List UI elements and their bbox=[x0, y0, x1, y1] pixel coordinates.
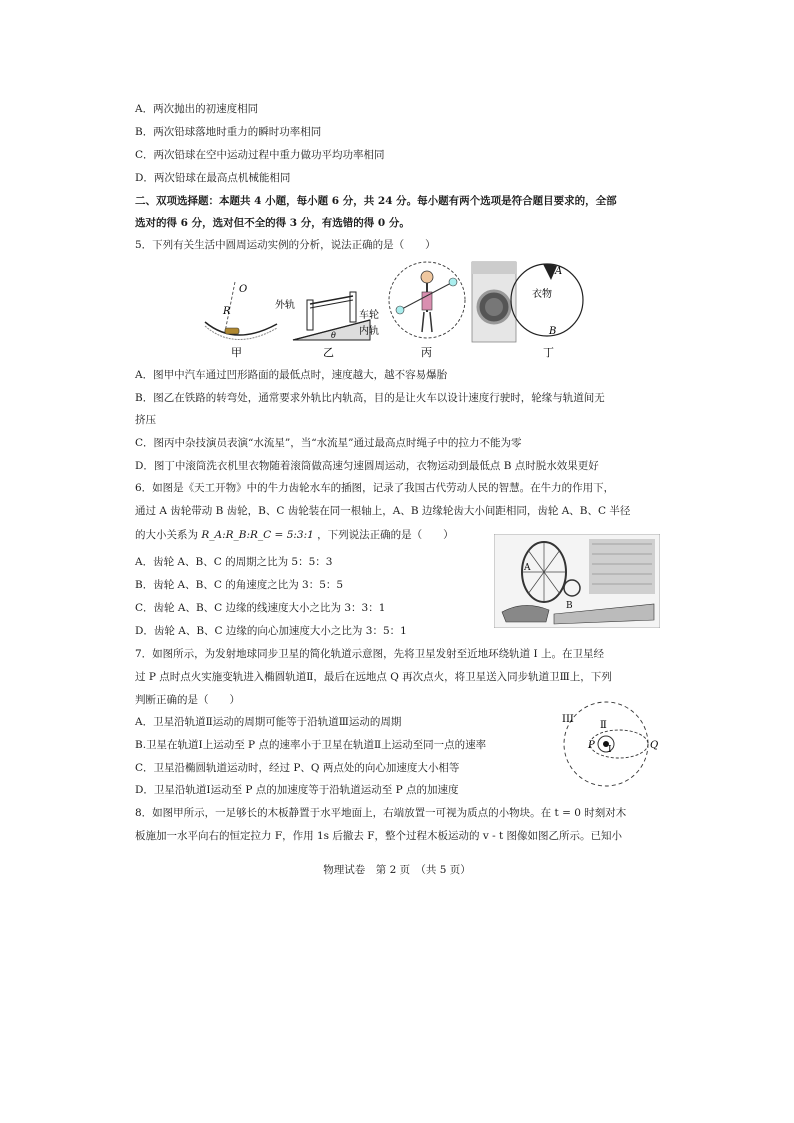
q8-stem-line2: 板施加一水平向右的恒定拉力 F，作用 1s 后撤去 F，整个过程木板运动的 v - t 图像如图乙所示。已知小 bbox=[135, 830, 623, 842]
label-gear-a: A bbox=[524, 563, 531, 573]
q5-option-b-cont: 挤压 bbox=[135, 414, 156, 426]
q6-radius-ratio: R_A:R_B:R_C = 5:3:1 bbox=[201, 529, 314, 541]
figure-yi bbox=[275, 292, 379, 359]
label-orbit-i: I bbox=[608, 745, 612, 755]
label-o: O bbox=[239, 284, 248, 295]
q5-option-a: A．图甲中汽车通过凹形路面的最低点时，速度越大，越不容易爆胎 bbox=[135, 369, 448, 381]
q4-option-c: C．两次铅球在空中运动过程中重力做功平均功率相同 bbox=[135, 149, 385, 161]
q7-stem-line2: 过 P 点时点火实施变轨进入椭圆轨道Ⅱ，最后在远地点 Q 再次点火，将卫星送入同步轨道卫Ⅲ上，下列 bbox=[135, 671, 612, 683]
q6-option-c: C．齿轮 A、B、C 边缘的线速度大小之比为 3：3：1 bbox=[135, 602, 386, 614]
q7-option-c: C．卫星沿椭圆轨道运动时，经过 P、Q 两点处的向心加速度大小相等 bbox=[135, 762, 460, 774]
q5-stem: 5．下列有关生活中圆周运动实例的分析，说法正确的是（ ） bbox=[135, 239, 436, 251]
label-orbit-ii: Ⅱ bbox=[600, 720, 607, 731]
q6-option-d: D．齿轮 A、B、C 边缘的向心加速度大小之比为 3：5：1 bbox=[135, 625, 407, 637]
label-outer-rail: 外轨 bbox=[275, 300, 295, 311]
q6-option-a: A．齿轮 A、B、C 的周期之比为 5：5：3 bbox=[135, 556, 333, 568]
q7-stem-line1: 7．如图所示，为发射地球同步卫星的简化轨道示意图，先将卫星发射至近地环绕轨道 I 上。在卫星经 bbox=[135, 648, 605, 660]
label-jia: 甲 bbox=[231, 346, 242, 359]
q6-stem-line3-post: ，下列说法正确的是（ ） bbox=[317, 529, 454, 541]
q5-figures bbox=[195, 252, 595, 362]
washing-machine-image bbox=[472, 262, 516, 342]
q7-stem-line3: 判断正确的是（ ） bbox=[135, 694, 240, 706]
section2-heading-line1: 二、双项选择题：本题共 4 小题，每小题 6 分，共 24 分。每小题有两个选项是符合题目要求的，全部 bbox=[135, 195, 617, 207]
q6-stem-line3-pre: 的大小关系为 bbox=[135, 529, 198, 541]
q6-stem-line1: 6．如图是《天工开物》中的牛力齿轮水车的插图，记录了我国古代劳动人民的智慧。在牛力的作用下， bbox=[135, 482, 615, 494]
label-clothes: 衣物 bbox=[532, 289, 552, 300]
label-gear-b: B bbox=[566, 601, 573, 611]
q7-option-a: A．卫星沿轨道Ⅱ运动的周期可能等于沿轨道Ⅲ运动的周期 bbox=[135, 716, 402, 728]
figure-bing bbox=[389, 262, 465, 359]
label-theta: θ bbox=[331, 331, 336, 340]
label-ding: 丁 bbox=[543, 346, 554, 359]
q5-option-b: B．图乙在铁路的转弯处，通常要求外轨比内轨高，目的是让火车以设计速度行驶时，轮缘与轨道间无 bbox=[135, 392, 605, 404]
label-inner-rail: 内轨 bbox=[359, 326, 379, 337]
label-bing: 丙 bbox=[421, 346, 432, 359]
q8-stem-line1: 8．如图甲所示，一足够长的木板静置于水平地面上，右端放置一可视为质点的小物块。在 t = 0 时刻对木 bbox=[135, 807, 627, 819]
q6-stem-line3 bbox=[135, 528, 454, 542]
page-footer: 物理试卷 第 2 页 （共 5 页） bbox=[323, 864, 471, 876]
q7-option-b: B.卫星在轨道Ⅰ上运动至 P 点的速率小于卫星在轨道Ⅱ上运动至同一点的速率 bbox=[135, 739, 487, 751]
q5-option-d: D．图丁中滚筒洗衣机里衣物随着滚筒做高速匀速圆周运动，衣物运动到最低点 B 点时脱水效果更好 bbox=[135, 460, 599, 472]
figure-ding bbox=[511, 264, 583, 359]
q6-stem-line2: 通过 A 齿轮带动 B 齿轮，B、C 齿轮装在同一根轴上，A、B 边缘轮齿大小间距相同，齿轮 A、B、C 半径 bbox=[135, 505, 631, 517]
label-a: A bbox=[555, 266, 563, 277]
label-wheel: 车轮 bbox=[359, 310, 379, 321]
label-p: P bbox=[588, 740, 595, 751]
q6-option-b: B．齿轮 A、B、C 的角速度之比为 3：5：5 bbox=[135, 579, 344, 591]
q6-waterwheel-figure bbox=[494, 534, 660, 628]
label-orbit-iii: III bbox=[562, 714, 574, 725]
q5-option-c: C．图丙中杂技演员表演“水流星”，当“水流星”通过最高点时绳子中的拉力不能为零 bbox=[135, 437, 522, 449]
label-yi: 乙 bbox=[323, 346, 334, 359]
figure-jia bbox=[205, 282, 277, 359]
q7-orbit-figure bbox=[548, 700, 664, 788]
label-b: B bbox=[549, 326, 557, 337]
q4-option-b: B．两次铅球落地时重力的瞬时功率相同 bbox=[135, 126, 322, 138]
label-q: Q bbox=[650, 740, 659, 751]
q7-option-d: D．卫星沿轨道Ⅰ运动至 P 点的加速度等于沿轨道运动至 P 点的加速度 bbox=[135, 784, 459, 796]
q4-option-d: D．两次铅球在最高点机械能相同 bbox=[135, 172, 291, 184]
section2-heading-line2: 选对的得 6 分，选对但不全的得 3 分，有选错的得 0 分。 bbox=[135, 217, 410, 229]
label-r: R bbox=[223, 306, 231, 317]
q4-option-a: A．两次抛出的初速度相同 bbox=[135, 103, 259, 115]
